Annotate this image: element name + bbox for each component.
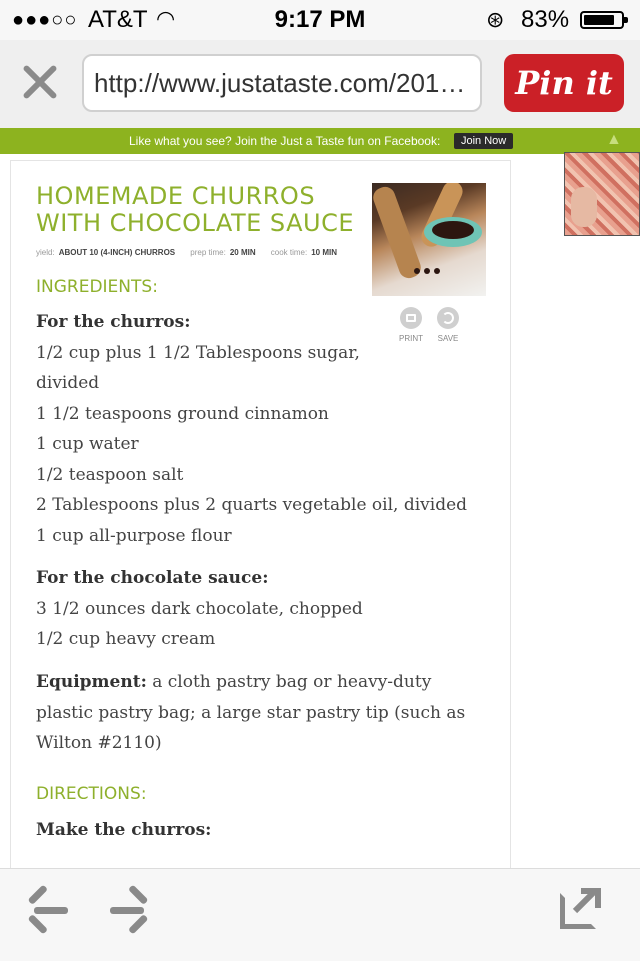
banner-message: Like what you see? Join the Just a Taste fun on Facebook:	[129, 134, 441, 148]
recipe-photo	[372, 183, 486, 296]
ingredients-heading: INGREDIENTS:	[36, 277, 158, 297]
ingredient-item: 3 1/2 ounces dark chocolate, chopped	[36, 598, 363, 619]
save-label: SAVE	[437, 334, 459, 343]
ingredient-item: divided	[36, 373, 100, 393]
signal-strength-icon: ●●●○○	[12, 9, 78, 31]
ingredient-item: 1 cup water	[36, 434, 139, 454]
sauce-ingredients	[36, 563, 486, 655]
equipment-text	[36, 667, 486, 759]
wifi-icon: ◠	[156, 6, 176, 31]
sidebar-thumbnail[interactable]	[564, 152, 640, 236]
url-field[interactable]: http://www.justataste.com/201…	[82, 54, 482, 112]
ingredient-item: 1/2 teaspoon salt	[36, 464, 184, 485]
prep-value: 20 MIN	[229, 248, 256, 257]
battery-icon	[580, 11, 624, 29]
recipe-title: HOMEMADE CHURROS WITH CHOCOLATE SAUCE	[36, 182, 355, 237]
yield-value: ABOUT 10 (4-INCH) CHURROS	[58, 248, 176, 257]
prep-label: prep time:	[190, 248, 226, 257]
print-label: PRINT	[399, 334, 423, 343]
recipe-meta	[36, 248, 341, 257]
browser-toolbar	[0, 40, 640, 129]
make-churros-section	[36, 815, 486, 846]
status-bar	[0, 0, 640, 40]
churros-heading: For the churros:	[36, 312, 191, 332]
ingredient-item: 1 1/2 teaspoons ground cinnamon	[36, 403, 329, 424]
recipe-card	[10, 160, 511, 880]
cook-value: 10 MIN	[311, 248, 338, 257]
equipment-value: a cloth pastry bag or heavy-duty plastic pastry bag; a large star pastry tip (such as Wilton #2110)	[36, 672, 466, 753]
ingredient-item: 1/2 cup plus 1 1/2 Tablespoons sugar,	[36, 342, 360, 363]
clock: 9:17 PM	[274, 6, 366, 33]
close-icon[interactable]	[20, 62, 60, 102]
join-now-button[interactable]: Join Now	[454, 133, 513, 149]
carrier-name: AT&T	[88, 6, 148, 33]
ingredient-item: 1 cup all-purpose flour	[36, 525, 232, 546]
directions-heading: DIRECTIONS:	[36, 784, 147, 804]
bottom-toolbar	[0, 868, 640, 961]
forward-arrow-icon[interactable]	[106, 891, 146, 931]
sauce-heading: For the chocolate sauce:	[36, 568, 269, 588]
pin-it-button[interactable]: Pin it	[504, 54, 624, 112]
rotation-lock-icon: ⊛	[486, 7, 505, 32]
scroll-top-icon[interactable]: ▲	[606, 131, 622, 148]
churros-ingredients	[36, 307, 486, 551]
battery-percent: 83%	[521, 6, 570, 33]
ingredient-item: 2 Tablespoons plus 2 quarts vegetable oil, divided	[36, 495, 468, 515]
cook-label: cook time:	[270, 248, 308, 257]
equipment-label: Equipment:	[36, 672, 147, 692]
yield-label: yield:	[36, 248, 55, 257]
make-churros-heading: Make the churros:	[36, 820, 212, 840]
ingredient-item: 1/2 cup heavy cream	[36, 629, 216, 649]
facebook-banner	[0, 128, 640, 154]
open-external-icon[interactable]	[560, 893, 596, 929]
back-arrow-icon[interactable]	[30, 891, 70, 931]
